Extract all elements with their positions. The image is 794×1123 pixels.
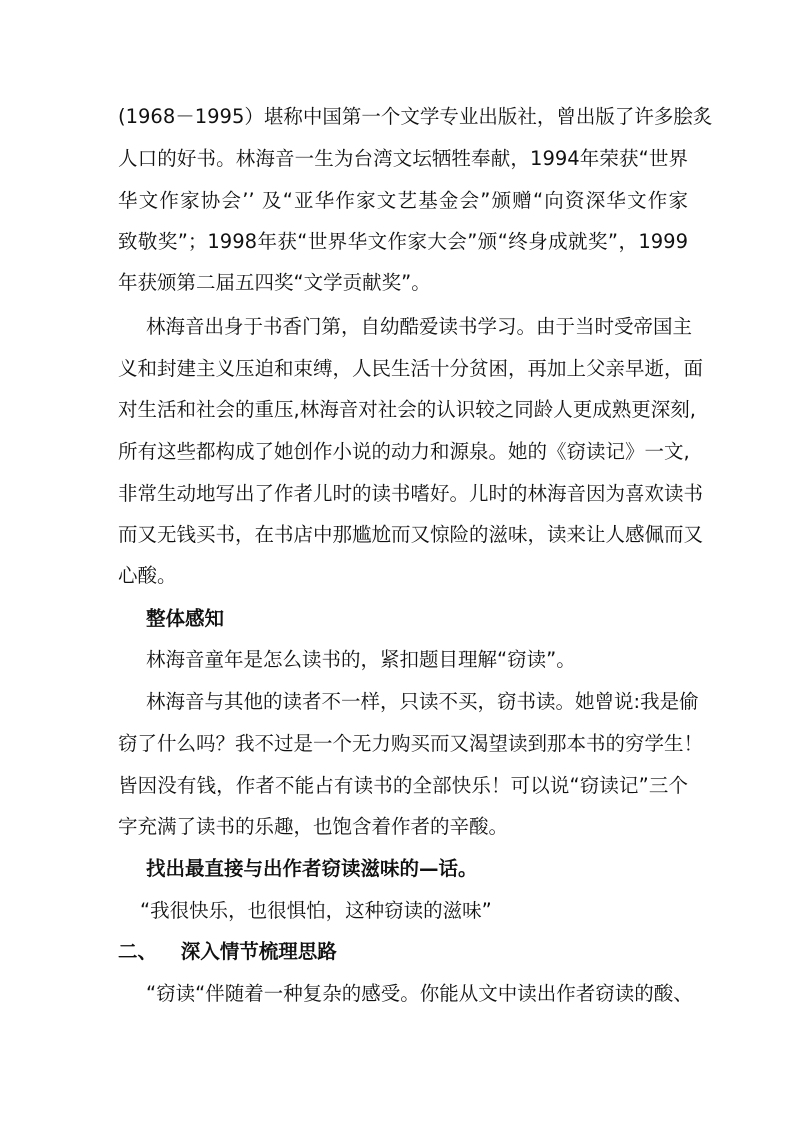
paragraph-2-line-7: 心酸。	[118, 564, 177, 587]
paragraph-1-line-2: 人口的好书。林海音一生为台湾文坛牺牲奉献，1994年荣获“世界	[118, 147, 688, 170]
paragraph-4-line-1: “窃读“伴随着一种复杂的感受。你能从文中读出作者窃读的酸、	[146, 982, 693, 1005]
section-2-title: 深入情节梳理思路	[180, 940, 337, 963]
paragraph-2-line-6: 而又无钱买书，在书店中那尴尬而又惊险的滋味，读来让人感佩而又	[118, 523, 704, 546]
paragraph-1-line-3: 华文作家协会’’ 及“亚华作家文艺基金会”颁赠“向资深华文作家	[118, 189, 688, 212]
heading-overall-perception: 整体感知	[146, 607, 225, 630]
paragraph-1-line-1: (1968－1995）堪称中国第一个文学专业出版社，曾出版了许多脍炙	[118, 105, 713, 128]
paragraph-3-line-2: 窃了什么吗？我不过是一个无力购买而又渴望读到那本书的穷学生！	[118, 732, 704, 755]
paragraph-2-line-2: 义和封建主义压迫和束缚，人民生活十分贫困，再加上父亲早逝，面	[118, 357, 704, 380]
paragraph-1-line-4: 致敬奖”；1998年获“世界华文作家大会”颁“终身成就奖”，1999	[118, 230, 688, 253]
paragraph-2-line-4: 所有这些都构成了她创作小说的动力和源泉。她的《窃读记》一文,	[118, 440, 690, 463]
question-2: 找出最直接与出作者窃读滋味的—话。	[146, 857, 478, 880]
paragraph-2-line-5: 非常生动地写出了作者儿时的读书嗜好。儿时的林海音因为喜欢读书	[118, 482, 704, 505]
section-2-number: 二、	[118, 940, 158, 963]
section-2-heading	[118, 937, 688, 967]
question-1: 林海音童年是怎么读书的，紧扣题目理解“窃读”。	[146, 648, 576, 671]
paragraph-2-line-3: 对生活和社会的重压,林海音对社会的认识较之同龄人更成熟更深刻,	[118, 398, 696, 421]
quote-line: “我很快乐，也很惧怕，这种窃读的滋味”	[140, 899, 492, 922]
paragraph-3-line-1: 林海音与其他的读者不一样，只读不买，窃书读。她曾说:我是偷	[146, 690, 699, 713]
paragraph-2-line-1: 林海音出身于书香门第，自幼酷爱读书学习。由于当时受帝国主	[146, 315, 693, 338]
paragraph-1-line-5: 年获颁第二届五四奖“文学贡献奖”。	[118, 271, 431, 294]
paragraph-3-line-3: 皆因没有钱，作者不能占有读书的全部快乐！可以说“窃读记”三个	[118, 774, 688, 797]
paragraph-3-line-4: 字充满了读书的乐趣，也饱含着作者的辛酸。	[118, 815, 509, 838]
